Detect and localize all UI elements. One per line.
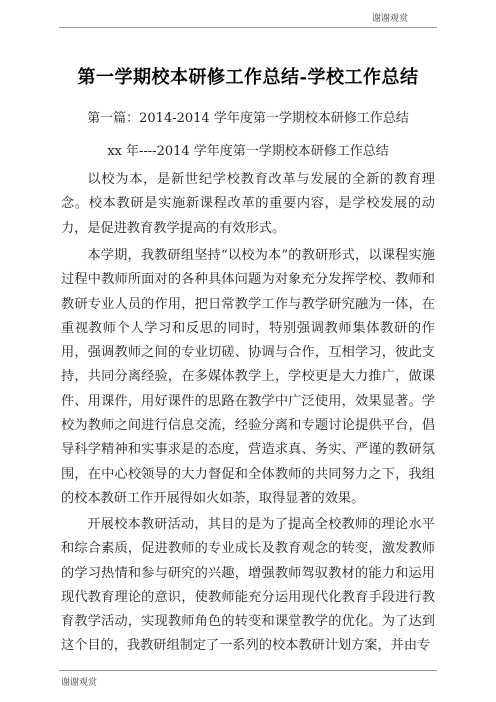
- header-watermark: 谢谢观赏: [371, 14, 408, 24]
- paragraph: 本学期，我教研组坚持“以校为本”的教研形式，以课程实施过程中教师所面对的各种具体问题为对象充分发挥学校、教师和教研专业人员的作用，把日常教学工作与教学研究融为一体，在重视教师个人学习和反思的同时，特别强调教师集体教研的作用，强调教师之间的专业切磋、协调与合作，互相学习，彼此支持，共同分离经验，在多媒体教学上，学校更是大力推广，做课件、用课件，用好课件的思路在教学中广泛使用，效果显著。学校为教师之间进行信息交流，经验分离和专题讨论提供平台，倡导科学精神和实事求是的态度，营造求真、务实、严谨的教研氛围，在中心校领导的大力督促和全体教师的共同努力之下，我组的校本教研工作开展得如火如荼，取得显著的效果。: [61, 248, 435, 506]
- document-subtitle: 第一篇：2014-2014 学年度第一学期校本研修工作总结: [87, 111, 409, 126]
- header-divider: [59, 27, 437, 28]
- footer-watermark: 谢谢观赏: [61, 678, 98, 688]
- footer-divider: [59, 670, 437, 671]
- paragraph: 开展校本教研活动，其目的是为了提高全校教师的理论水平和综合素质，促进教师的专业成长及教育观念的转变，激发教师的学习热情和参与研究的兴趣，增强教师驾驭教材的能力和运用现代教育理论的意识，使教师能充分运用现代化教育手段进行教育教学活动，实现教师角色的转变和课堂教学的优化。为了达到这个目的，我教研组制定了一系列的校本教研计划方案，并由专: [61, 517, 435, 654]
- document-title: 第一学期校本研修工作总结-学校工作总结: [77, 67, 419, 88]
- document-subtitle-secondary: xx 年----2014 学年度第一学期校本研修工作总结: [107, 144, 389, 159]
- paragraph: 以校为本，是新世纪学校教育改革与发展的全新的教育理念。校本教研是实施新课程改革的重要内容，是学校发展的动力，是促进教育教学提高的有效形式。: [61, 172, 435, 236]
